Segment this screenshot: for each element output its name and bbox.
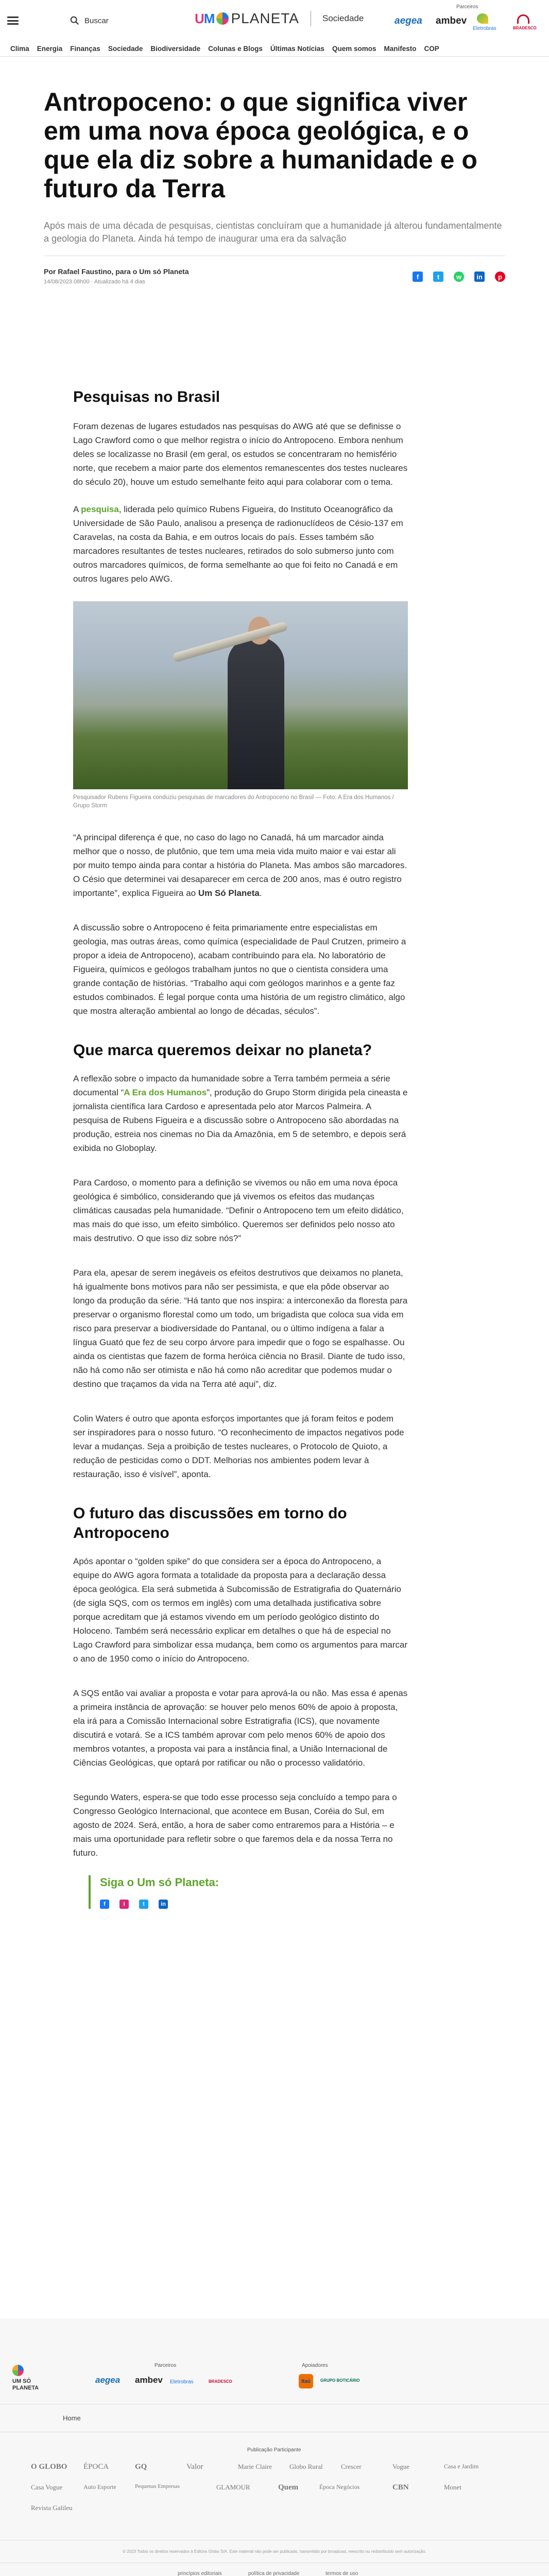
pub-epoca[interactable]: ÉPOCA [83,2463,109,2471]
pub-autoesporte[interactable]: Auto Esporte [83,2483,116,2490]
pub-epocanegocios[interactable]: Época Negócios [319,2483,360,2490]
globe-icon [216,12,229,25]
photo-person [228,637,284,789]
follow-title: Siga o Um só Planeta: [100,1876,219,1889]
follow-box [89,1875,408,1909]
heading-futuro: O futuro das discussões em torno do Antropoceno [73,1505,347,1541]
pub-cbn[interactable]: CBN [392,2483,409,2492]
paragraph: Segundo Waters, espera-se que todo esse processo seja concluído a tempo para o Congresso Geológico Internacional, que acontece em Busan, Coréia do Sul, em agosto de 2024. Será, então, a hora de saber como entraremos para a História – e mais uma oportunidade para refletir sobre o que faremos dela e da nossa Terra no futuro. [73,1792,397,1858]
paragraph: A reflexão sobre o impacto da humanidade sobre a Terra também permeia a série documental “A Era dos Humanos”, produção do Grupo Storm dirigida pela cineasta e jornalista científica Iara Cardoso e apresentada pelo ator Marcos Palmeira. A pesquisa de Rubens Figueira e a discussão sobre o Antropoceno são abordadas na produção, estreia nos cinemas no Dia da Amazônia, em 5 de setembro, e depois será exibida no Globoplay. [73,1074,408,1153]
pub-pequenas[interactable]: Pequenas Empresas [135,2483,180,2489]
pinterest-share-icon[interactable]: p [495,272,505,282]
heading-marca: Que marca queremos deixar no planeta? [73,1042,372,1059]
pub-monet[interactable]: Monet [444,2483,461,2491]
nav-financas[interactable]: Finanças [70,45,100,53]
link-pesquisa[interactable]: pesquisa [81,504,119,514]
pub-vogue[interactable]: Vogue [392,2463,409,2470]
article-body [73,387,408,1909]
linkedin-share-icon[interactable]: in [474,272,485,282]
paragraph: Foram dezenas de lugares estudados nas pesquisas do AWG até que se definisse o Lago Crawford como o que melhor registra o início do Antropoceno. Embora nenhum deles se localizasse no Brasil (em geral, os estudos se concentraram no hemisfério norte, que recebem a maior parte dos elementos remanescentes dos testes nucleares do século 20), houve um estudo semelhante feito aqui para colaborar com o tema. [73,421,408,487]
twitter-icon[interactable]: t [139,1900,148,1909]
pub-marieclaire[interactable]: Marie Claire [238,2463,272,2470]
pub-casavogue[interactable]: Casa Vogue [31,2483,63,2491]
footer-apoiador-boticario[interactable]: GRUPO BOTICÁRIO [320,2378,360,2383]
link-era-dos-humanos[interactable]: A Era dos Humanos [124,1088,207,1097]
footer-partner-ambev[interactable]: ambev [135,2375,163,2385]
nav-clima[interactable]: Clima [10,45,29,53]
article-title: Antropoceno: o que significa viver em uma nova época geológica, e o que ela diz sobre a humanidade e o futuro da Terra [44,88,477,203]
footer-partner-bradesco[interactable]: BRADESCO [209,2379,232,2384]
paragraph: A discussão sobre o Antropoceno é feita primariamente entre especialistas em geologia, mas outras áreas, como química (especialidade de Paul Crutzen, primeiro a propor a ideia de Antropoceno), acabam contribuindo para ela. No laboratório de Figueira, químicos e geólogos trabalham juntos no que o cientista considera uma grande contação de histórias. “Trabalho aqui com geólogos marinhos e a gente faz estudos combinados. É legal porque conta uma história de um registro climático, algo que mostra alteração ambiental ao longo de décadas, séculos”. [73,923,406,1016]
search-button[interactable] [70,16,109,25]
partner-eletrobras[interactable]: Eletrobras [473,26,496,31]
footer-parceiros-label: Parceiros [155,2363,177,2368]
footer [0,2318,549,2576]
article-meta [44,256,505,286]
nav-cop[interactable]: COP [424,45,439,53]
top-bar [0,0,549,41]
pub-crescer[interactable]: Crescer [341,2463,362,2470]
partner-bradesco[interactable]: BRADESCO [513,26,537,30]
pub-globorural[interactable]: Globo Rural [289,2463,323,2470]
footer-home-link[interactable]: Home [63,2414,81,2422]
nav-energia[interactable]: Energia [37,45,63,53]
paragraph: Para Cardoso, o momento para a definição se vivemos ou não em uma nova época geológica é simbólico, considerando que já vivemos os efeitos das mudanças climáticas causadas pela humanidade. “Definir o Antropoceno tem um efeito didático, mas mais do que isso, um efeito simbólico. Queremos ser definidos pelo nosso ato mais destrutivo. O que isso diz sobre nós?” [73,1178,404,1243]
bradesco-icon [517,14,529,24]
follow-icons [100,1900,408,1909]
footer-link-termos[interactable]: termos de uso [325,2571,358,2576]
paragraph: Após apontar o “golden spike” do que considera ser a época do Antropoceno, a equipe do AWG agora formata a totalidade da proposta para a declaração dessa época geológica. Ela será submetida à Subcomissão de Estratigrafia do Quaternário (de sigla SQS, com os termos em inglês) com uma detalhada justificativa sobre porque acreditam que já estamos vivendo em um período geológico distinto do Holoceno. Também será necessário explicar em detalhes o que há de especial no Lago Crawford para simbolizar essa mudança, bem como os argumentos para marcar o ano de 1950 como o início do Antropoceno. [73,1556,408,1664]
nav-quem-somos[interactable]: Quem somos [332,45,376,53]
footer-copyright: © 2023 Todos os direitos reservados à Editora Globo S/A. Este material não pode ser publicado, transmitido por broadcast, reescrito ou redistribuído sem autorização. [123,2549,426,2554]
article-date: 14/08/2023 08h00 · Atualizado há 4 dias [44,279,145,285]
eletrobras-leaf-icon [477,13,488,24]
footer-globe-icon [12,2365,24,2376]
brand-um: UM [195,10,215,26]
share-bar [413,272,505,282]
pub-gq[interactable]: GQ [135,2463,147,2471]
menu-icon[interactable] [7,16,19,25]
facebook-icon[interactable]: f [100,1900,109,1909]
article-author: Por Rafael Faustino, para o Um só Planeta [44,267,189,276]
section-nav [0,41,549,57]
paragraph: “A principal diferença é que, no caso do lago no Canadá, há um marcador ainda melhor que o nosso, de plutônio, que tem uma meia vida muito maior e vai estar ali por muito tempo ainda para contar a história do Planeta. Mas ambos são marcadores. O Césio que determinei vai desaparecer em cerca de 200 anos, mas é outro registro importante”, explica Figueira ao Um Só Planeta. [73,833,407,898]
nav-colunas[interactable]: Colunas e Blogs [208,45,263,53]
footer-grupo-label: Publicação Participante [247,2447,301,2453]
nav-manifesto[interactable]: Manifesto [384,45,417,53]
paragraph: Para ela, apesar de serem inegáveis os efeitos destrutivos que deixamos no planeta, há igualmente bons motivos para não ser pessimista, e que ela pôde observar ao longo da produção da série. “Há tanto que nos inspira: a interconexão da floresta para preservar o organismo florestal como um todo, um brigadista que coloca sua vida em risco para preservar a biodiversidade do Pantanal, ou o último indígena a falar a língua Guató que fez de seu corpo árvore para impedir que o fogo se espalhasse. Ou ainda os cientistas que fazem de forma heróica ciência no Brasil. Diante de tudo isso, não há como não ser otimista e não há como não acreditar que podemos mudar o destino que traçamos da vida na Terra até aqui”, diz. [73,1268,408,1389]
pub-casajardim[interactable]: Casa e Jardim [444,2463,479,2470]
pub-galileu[interactable]: Revista Galileu [31,2504,73,2512]
section-label[interactable]: Sociedade [322,13,364,23]
twitter-share-icon[interactable]: t [433,272,443,282]
footer-brand[interactable]: UM SÓ PLANETA [12,2365,43,2392]
partner-ambev[interactable]: ambev [436,15,467,26]
search-icon [70,16,79,25]
paragraph: A SQS então vai avaliar a proposta e votar para aprová-la ou não. Mas essa é apenas a primeira instância de aprovação: se houver pelo menos 60% de apoio à proposta, ela irá para a Comissão Internacional sobre Estratigrafia (ICS), que novamente discutirá e votará. Se a ICS também aprovar com pelo menos 60% de apoio dos membros votantes, a proposta vai para a instância final, a União Internacional de Ciências Geológicas, que optará por ratificar ou não o processo validatório. [73,1688,408,1768]
nav-biodiversidade[interactable]: Biodiversidade [150,45,201,53]
paragraph: Colin Waters é outro que aponta esforços importantes que já foram feitos e podem ser inspiradores para o nosso futuro. “O reconhecimento de impactos negativos pode levar a mudanças. Seja a proibição de testes nucleares, o Protocolo de Quioto, a redução de pesticidas como o DDT. Melhorias nos ambientes podem levar à restauração, isso é visível”, aponta. [73,1414,404,1479]
article-subtitle: Após mais de uma década de pesquisas, cientistas concluíram que a humanidade já alterou fundamentalmente a geologia do Planeta. Ainda há tempo de inaugurar uma era da salvação [44,221,502,244]
partners-block [394,3,544,39]
photo-caption: Pesquisador Rubens Figueira conduziu pesquisas de marcadores do Antropoceno no Brasil — Foto: A Era dos Humanos / Grupo Storm [73,794,394,809]
footer-partner-eletrobras[interactable]: Eletrobras [170,2379,194,2385]
whatsapp-share-icon[interactable]: w [454,272,464,282]
linkedin-icon[interactable]: in [159,1900,168,1909]
pub-oglobo[interactable]: O GLOBO [31,2463,67,2471]
nav-ultimas[interactable]: Últimas Notícias [270,45,324,53]
brand-logo[interactable] [195,10,299,27]
paragraph: A pesquisa, liderada pelo químico Rubens Figueira, do Instituto Oceanográfico da Universidade de São Paulo, analisou a presença de radionuclídeos de Césio-137 em Caravelas, na costa da Bahia, e em outros locais do país. Esses também são marcadores resultantes de testes nucleares, retirados do solo submerso junto com outros marcadores químicos, de forma semelhante ao que foi feito no Canadá e em outros lugares pelo AWG. [73,504,403,584]
heading-pesquisas: Pesquisas no Brasil [73,388,220,405]
pub-quem[interactable]: Quem [278,2483,299,2492]
partners-label: Parceiros [456,4,478,10]
brand[interactable] [195,10,364,27]
instagram-icon[interactable]: i [119,1900,129,1909]
footer-apoiadores-label: Apoiadores [302,2363,328,2368]
footer-apoiador-itau[interactable]: Itaú [299,2374,313,2388]
footer-partner-aegea[interactable]: aegea [95,2375,121,2385]
pub-glamour[interactable]: GLAMOUR [216,2483,250,2491]
brand-name: PLANETA [231,10,299,26]
facebook-share-icon[interactable]: f [413,272,423,282]
pub-valor[interactable]: Valor [186,2463,203,2471]
nav-sociedade[interactable]: Sociedade [108,45,143,53]
partner-aegea[interactable]: aegea [394,15,422,26]
footer-link-privacidade[interactable]: política de privacidade [248,2571,300,2576]
footer-link-principios[interactable]: princípios editoriais [178,2571,222,2576]
search-label: Buscar [84,16,109,25]
article-photo[interactable] [73,601,408,789]
article-header [0,88,549,286]
